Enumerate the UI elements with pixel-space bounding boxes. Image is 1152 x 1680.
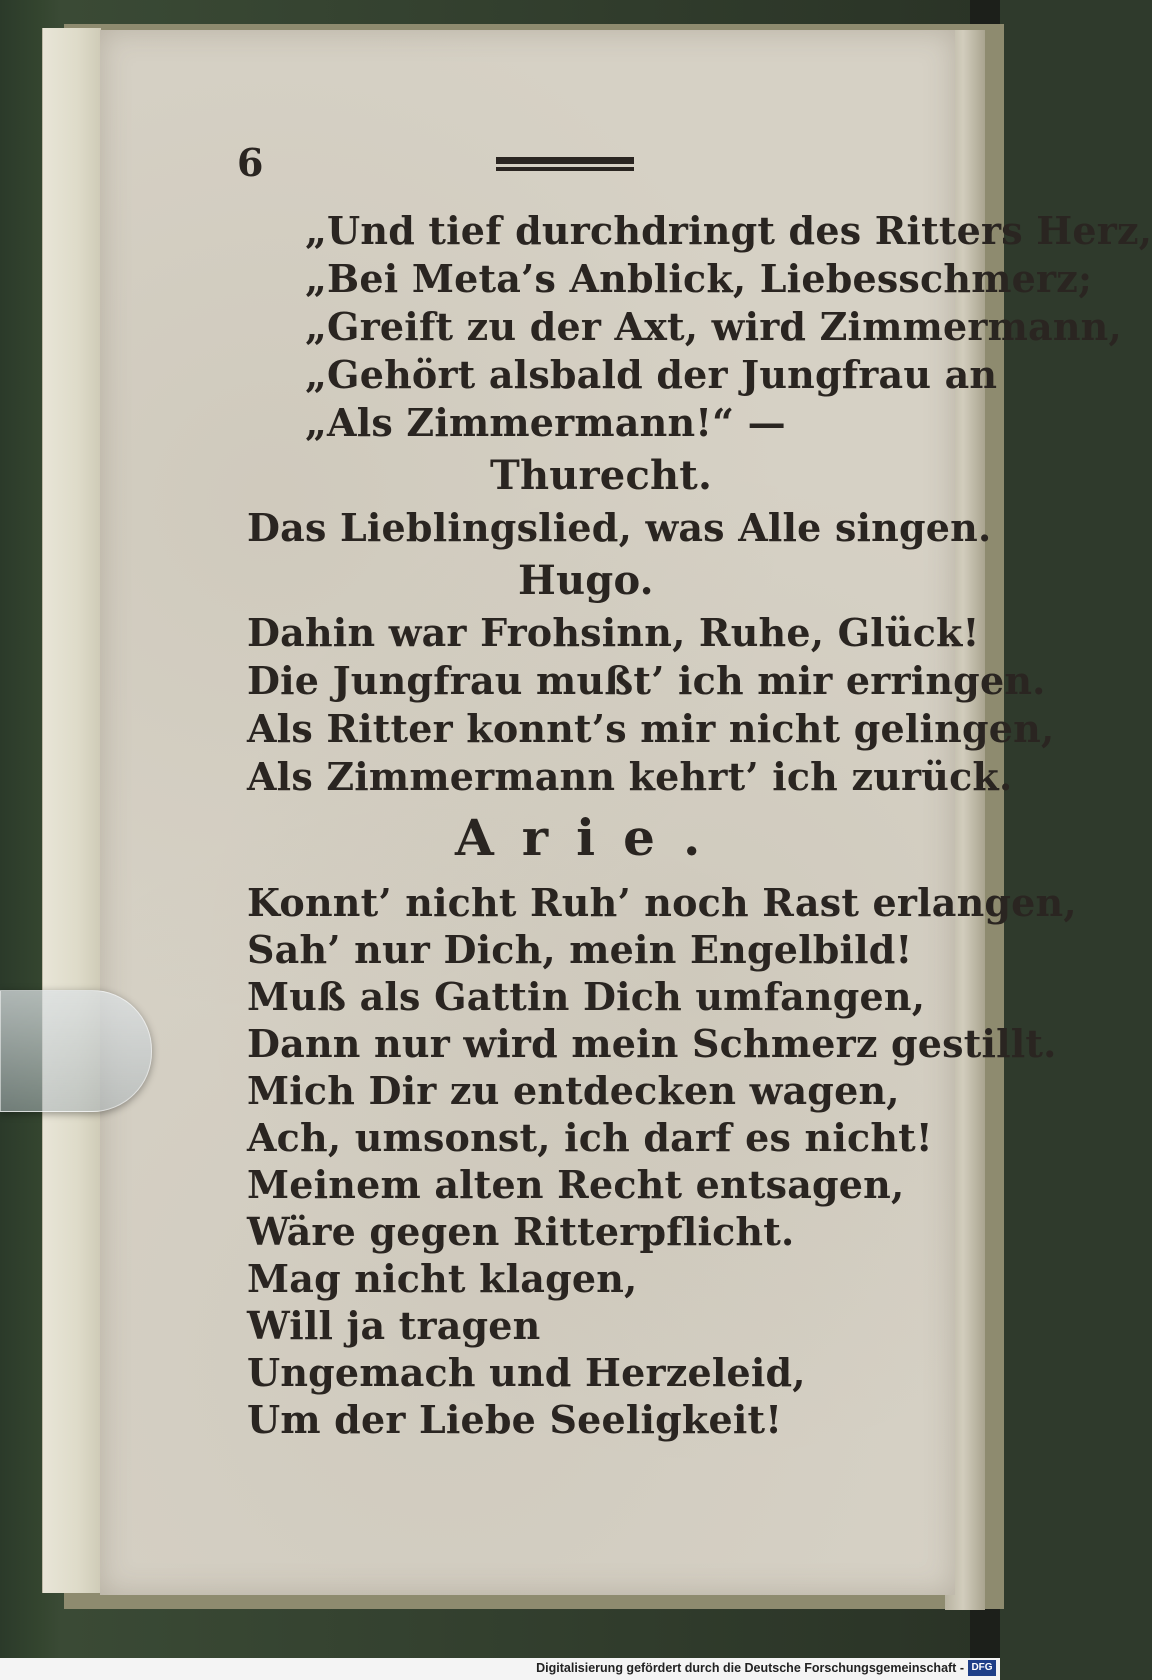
dfg-logo[interactable]: DFG — [968, 1660, 996, 1676]
verse2-line: Als Zimmermann kehrt’ ich zurück. — [247, 754, 1013, 799]
aria-line: Muß als Gattin Dich umfangen, — [247, 974, 926, 1019]
page-number: 6 — [237, 140, 264, 185]
dialogue-line: Das Lieblingslied, was Alle singen. — [247, 505, 992, 550]
aria-line: Will ja tragen — [247, 1303, 541, 1348]
aria-line: Meinem alten Recht entsagen, — [247, 1162, 905, 1207]
aria-line: Ungemach und Herzeleid, — [247, 1350, 806, 1395]
footer-credit: Digitalisierung gefördert durch die Deutsche Forschungsgemeinschaft - — [536, 1661, 964, 1675]
aria-line: Wäre gegen Ritterpflicht. — [247, 1209, 795, 1254]
aria-line: Dann nur wird mein Schmerz gestillt. — [247, 1021, 1057, 1066]
verse1-line: „Gehört alsbald der Jungfrau an — [305, 352, 998, 397]
footer-bar — [0, 1658, 1000, 1680]
verse1-line: „Greift zu der Axt, wird Zimmermann, — [305, 304, 1122, 349]
verse1-line: „Als Zimmermann!“ — — [305, 400, 786, 445]
aria-heading: Arie. — [455, 808, 729, 867]
verse2-line: Dahin war Frohsinn, Ruhe, Glück! — [247, 610, 980, 655]
aria-line: Sah’ nur Dich, mein Engelbild! — [247, 927, 913, 972]
verse2-line: Als Ritter konnt’s mir nicht gelingen, — [247, 706, 1055, 751]
verse1-line: „Bei Meta’s Anblick, Liebesschmerz; — [305, 256, 1093, 301]
aria-line: Konnt’ nicht Ruh’ noch Rast erlangen, — [247, 880, 1077, 925]
speaker-name: Thurecht. — [490, 452, 713, 499]
verse1-line: „Und tief durchdringt des Ritters Herz, — [305, 208, 1152, 253]
aria-line: Ach, umsonst, ich darf es nicht! — [247, 1115, 933, 1160]
speaker-name: Hugo. — [518, 557, 654, 604]
aria-line: Um der Liebe Seeligkeit! — [247, 1397, 783, 1442]
aria-line: Mag nicht klagen, — [247, 1256, 638, 1301]
aria-line: Mich Dir zu entdecken wagen, — [247, 1068, 900, 1113]
verse2-line: Die Jungfrau mußt’ ich mir erringen. — [247, 658, 1046, 703]
header-rule — [496, 157, 634, 175]
